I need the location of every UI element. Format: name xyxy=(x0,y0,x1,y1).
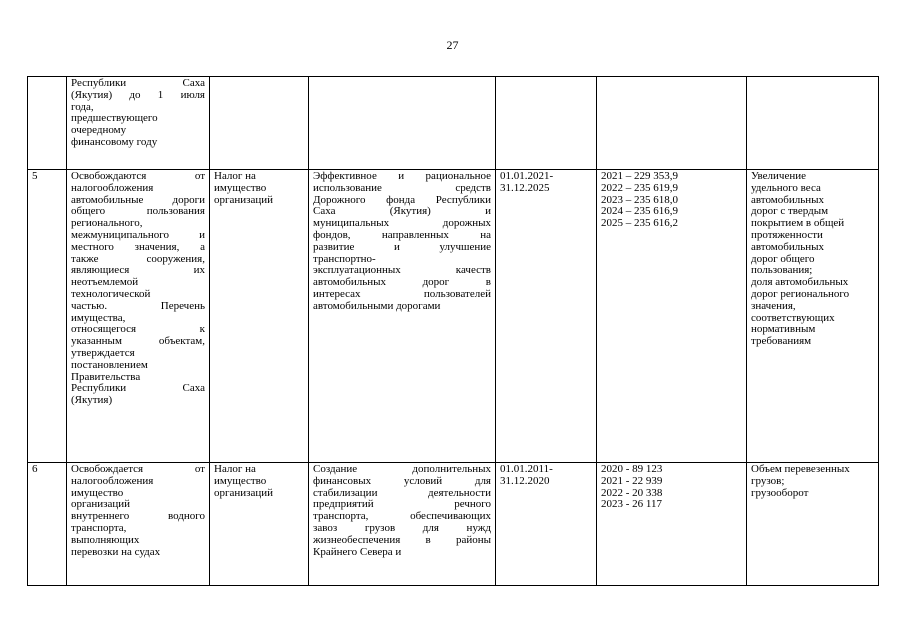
cell-line: неотъемлемой xyxy=(71,276,139,289)
cell-line: завоз грузов для нужд xyxy=(313,521,491,534)
cell-line: муниципальных дорожных xyxy=(313,217,491,230)
cell-line: покрытием в общей xyxy=(751,217,845,230)
cell-line: грузооборот xyxy=(751,486,809,499)
cell-line: финансовому году xyxy=(71,135,158,148)
cell-line: доля автомобильных xyxy=(751,276,849,289)
cell-line: 2022 – 235 619,9 xyxy=(601,181,678,194)
cell-indicator xyxy=(747,77,879,170)
cell-line: являющиеся их xyxy=(71,264,205,277)
cell-line: Крайнего Севера и xyxy=(313,545,402,558)
cell-description xyxy=(67,77,210,170)
cell-line: 2020 - 89 123 xyxy=(601,463,663,475)
cell-line: автомобильными дорогами xyxy=(313,299,441,312)
table-row xyxy=(28,463,879,586)
cell-line: организаций xyxy=(214,193,274,206)
cell-line: Республики Саха xyxy=(71,382,205,395)
cell-amounts xyxy=(597,77,747,170)
cell-line: Республики Саха xyxy=(71,77,205,89)
cell-line: автомобильные дороги xyxy=(71,193,205,206)
cell-line: года, xyxy=(71,100,94,113)
cell-line: 2022 - 20 338 xyxy=(601,486,663,499)
cell-indicator xyxy=(747,463,879,586)
cell-line: дорог регионального xyxy=(751,287,850,300)
table-body xyxy=(28,77,879,586)
cell-line: постановлением xyxy=(71,358,148,371)
cell-line: 31.12.2025 xyxy=(500,181,550,194)
cell-line: 01.01.2011- xyxy=(500,463,553,475)
cell-line: Освобождаются от xyxy=(71,170,205,182)
cell-description xyxy=(67,463,210,586)
cell-line: 6 xyxy=(32,463,38,475)
cell-line: (Якутия) до 1 июля xyxy=(71,88,205,101)
cell-line: жизнеобеспечения в районы xyxy=(313,533,491,546)
cell-tax-type xyxy=(210,463,309,586)
table-row xyxy=(28,77,879,170)
cell-line: автомобильных xyxy=(751,193,824,206)
cell-line: 2023 – 235 618,0 xyxy=(601,193,678,206)
cell-line: имущество xyxy=(71,486,124,499)
cell-line: также сооружения, xyxy=(71,252,205,265)
cell-line: выполняющих xyxy=(71,533,140,546)
cell-line: дорог общего xyxy=(751,252,815,265)
cell-line: (Якутия) xyxy=(71,394,113,407)
cell-line: перевозки на судах xyxy=(71,545,161,558)
cell-line: предприятий речного xyxy=(313,498,491,511)
cell-line: автомобильных xyxy=(751,240,824,253)
cell-line: относящегося к xyxy=(71,323,205,336)
cell-line: 2021 – 229 353,9 xyxy=(601,170,678,182)
cell-period xyxy=(496,77,597,170)
cell-number xyxy=(28,463,67,586)
cell-line: грузов; xyxy=(751,474,785,487)
table-row xyxy=(28,170,879,463)
cell-line: фондов, направленных на xyxy=(313,228,491,241)
cell-line: 2021 - 22 939 xyxy=(601,474,663,487)
cell-line: пользования; xyxy=(751,264,813,277)
cell-line: удельного веса xyxy=(751,181,821,194)
cell-number xyxy=(28,77,67,170)
cell-goal xyxy=(309,77,496,170)
cell-line: частью. Перечень xyxy=(71,299,205,312)
cell-line: транспорта, xyxy=(71,521,127,534)
tax-benefits-table xyxy=(27,76,879,586)
cell-description xyxy=(67,170,210,463)
cell-indicator xyxy=(747,170,879,463)
cell-line: 2025 – 235 616,2 xyxy=(601,217,678,230)
cell-number xyxy=(28,170,67,463)
cell-line: 2023 - 26 117 xyxy=(601,498,663,511)
cell-line: Налог на xyxy=(214,463,256,475)
cell-line: Увеличение xyxy=(751,170,807,182)
cell-line: налогообложения xyxy=(71,181,154,194)
cell-line: утверждается xyxy=(71,346,135,359)
cell-line: нормативным xyxy=(751,323,816,336)
cell-line: Налог на xyxy=(214,170,256,182)
cell-line: технологической xyxy=(71,287,151,300)
cell-amounts xyxy=(597,170,747,463)
cell-line: интересах пользователей xyxy=(313,287,491,300)
cell-line: местного значения, а xyxy=(71,240,205,253)
cell-line: организаций xyxy=(71,498,131,511)
cell-line: Освобождается от xyxy=(71,463,205,475)
cell-line: транспорта, обеспечивающих xyxy=(313,510,491,523)
cell-line: 31.12.2020 xyxy=(500,474,550,487)
cell-line: общего пользования xyxy=(71,205,205,218)
cell-line: имущество xyxy=(214,474,267,487)
cell-line: Саха (Якутия) и xyxy=(313,205,491,218)
cell-line: имущество xyxy=(214,181,267,194)
cell-line: организаций xyxy=(214,486,274,499)
cell-line: 01.01.2021- xyxy=(500,170,554,182)
cell-line: очередному xyxy=(71,124,127,137)
cell-line: Правительства xyxy=(71,370,141,383)
cell-line: межмуниципального и xyxy=(71,228,205,241)
cell-line: стабилизации деятельности xyxy=(313,486,491,499)
cell-line: 2024 – 235 616,9 xyxy=(601,205,678,218)
cell-line: предшествующего xyxy=(71,112,158,125)
cell-line: налогообложения xyxy=(71,474,154,487)
page-number: 27 xyxy=(446,38,459,52)
cell-line: эксплуатационных качеств xyxy=(313,264,491,277)
cell-line: Дорожного фонда Республики xyxy=(313,193,491,206)
cell-tax-type xyxy=(210,170,309,463)
cell-goal xyxy=(309,170,496,463)
cell-period xyxy=(496,463,597,586)
cell-line: Эффективное и рациональное xyxy=(313,170,491,182)
cell-line: требованиям xyxy=(751,335,812,348)
cell-line: использование средств xyxy=(313,181,491,194)
cell-line: протяженности xyxy=(751,228,823,241)
cell-line: соответствующих xyxy=(751,311,835,324)
cell-line: автомобильных дорог в xyxy=(313,276,491,289)
cell-line: Создание дополнительных xyxy=(313,463,491,475)
cell-line: регионального, xyxy=(71,217,143,230)
cell-line: дорог с твердым xyxy=(751,205,829,218)
cell-line: указанным объектам, xyxy=(71,335,205,348)
cell-line: финансовых условий для xyxy=(313,474,491,487)
cell-line: внутреннего водного xyxy=(71,510,205,523)
cell-line: 5 xyxy=(32,170,38,182)
cell-amounts xyxy=(597,463,747,586)
cell-line: Объем перевезенных xyxy=(751,463,850,475)
cell-goal xyxy=(309,463,496,586)
cell-period xyxy=(496,170,597,463)
cell-line: имущества, xyxy=(71,311,126,324)
cell-line: значения, xyxy=(751,299,796,312)
cell-tax-type xyxy=(210,77,309,170)
cell-line: транспортно- xyxy=(313,252,376,265)
cell-line: развитие и улучшение xyxy=(313,240,491,253)
